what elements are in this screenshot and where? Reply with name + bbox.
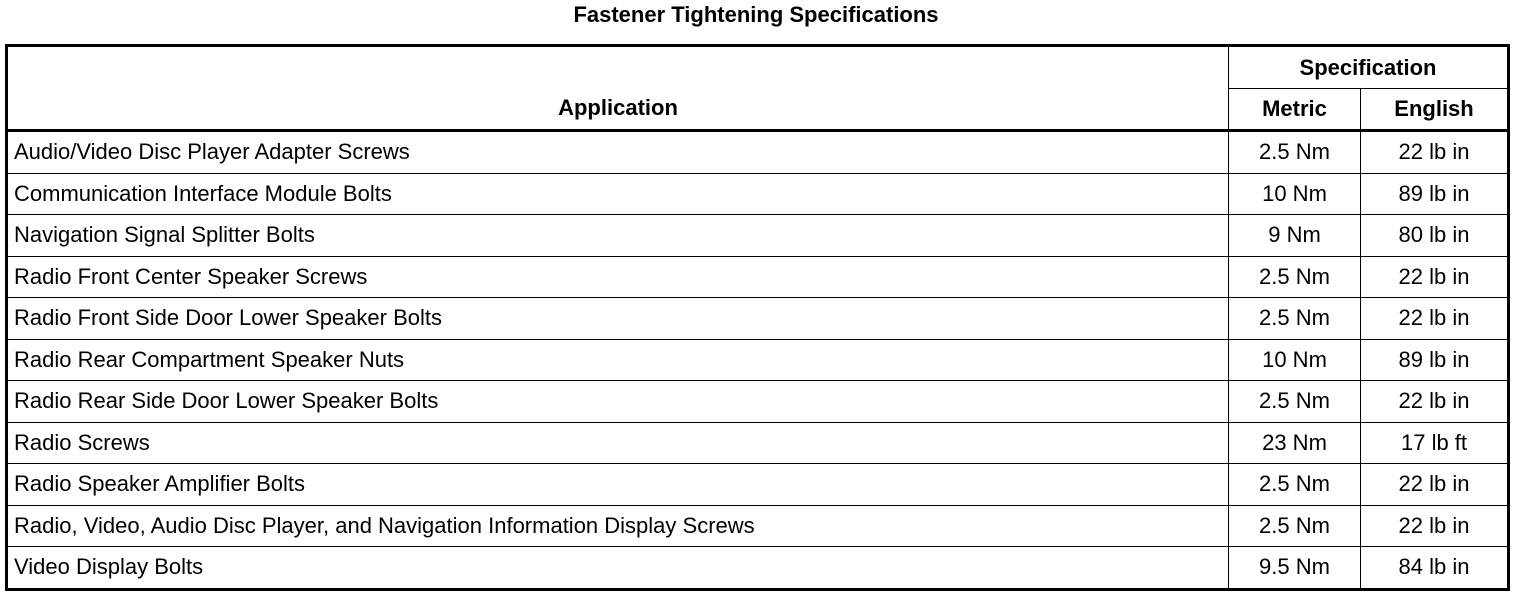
metric-cell: 23 Nm [1229,422,1361,464]
application-cell: Video Display Bolts [7,547,1229,590]
application-cell: Communication Interface Module Bolts [7,173,1229,215]
application-column-header: Application [7,46,1229,131]
metric-cell: 9 Nm [1229,215,1361,257]
specification-column-header: Specification [1229,46,1509,89]
application-cell: Radio Front Center Speaker Screws [7,256,1229,298]
application-cell: Radio Rear Compartment Speaker Nuts [7,339,1229,381]
application-cell: Radio, Video, Audio Disc Player, and Navigation Information Display Screws [7,505,1229,547]
metric-cell: 10 Nm [1229,339,1361,381]
table-row [7,298,1509,340]
english-cell: 22 lb in [1361,298,1509,340]
table-row [7,422,1509,464]
fastener-spec-table [5,44,1510,591]
table-row [7,381,1509,423]
english-cell: 89 lb in [1361,339,1509,381]
table-row [7,339,1509,381]
page-title: Fastener Tightening Specifications [573,2,939,27]
english-cell: 80 lb in [1361,215,1509,257]
table-row [7,215,1509,257]
metric-cell: 2.5 Nm [1229,464,1361,506]
metric-cell: 10 Nm [1229,173,1361,215]
table-row [7,173,1509,215]
metric-cell: 2.5 Nm [1229,256,1361,298]
table-row [7,256,1509,298]
english-cell: 22 lb in [1361,381,1509,423]
english-cell: 22 lb in [1361,131,1509,174]
metric-cell: 2.5 Nm [1229,381,1361,423]
metric-column-header: Metric [1229,89,1361,131]
metric-cell: 2.5 Nm [1229,298,1361,340]
english-cell: 89 lb in [1361,173,1509,215]
table-row [7,505,1509,547]
application-cell: Radio Speaker Amplifier Bolts [7,464,1229,506]
application-cell: Radio Front Side Door Lower Speaker Bolts [7,298,1229,340]
table-row [7,464,1509,506]
english-cell: 22 lb in [1361,464,1509,506]
metric-cell: 2.5 Nm [1229,505,1361,547]
application-cell: Radio Rear Side Door Lower Speaker Bolts [7,381,1229,423]
application-cell: Radio Screws [7,422,1229,464]
header-row-top [7,46,1509,89]
english-cell: 22 lb in [1361,505,1509,547]
application-cell: Audio/Video Disc Player Adapter Screws [7,131,1229,174]
english-cell: 22 lb in [1361,256,1509,298]
application-cell: Navigation Signal Splitter Bolts [7,215,1229,257]
metric-cell: 2.5 Nm [1229,131,1361,174]
english-cell: 84 lb in [1361,547,1509,590]
english-column-header: English [1361,89,1509,131]
metric-cell: 9.5 Nm [1229,547,1361,590]
table-header [7,46,1509,131]
table-body [7,131,1509,590]
table-row [7,131,1509,174]
table-row [7,547,1509,590]
english-cell: 17 lb ft [1361,422,1509,464]
